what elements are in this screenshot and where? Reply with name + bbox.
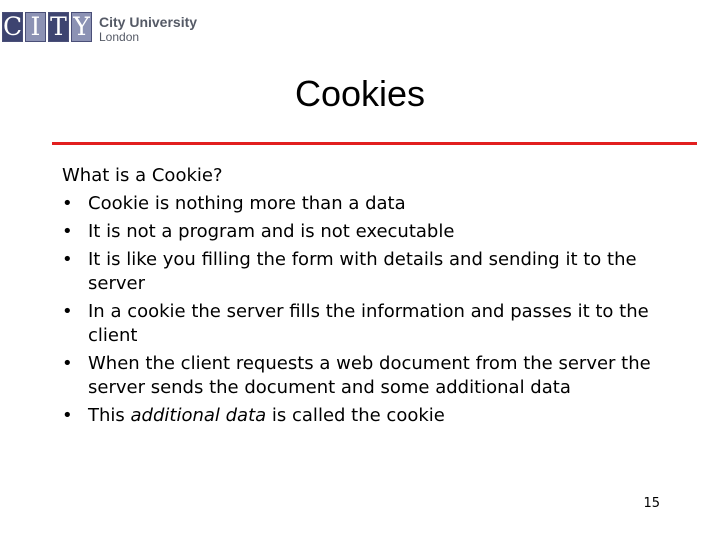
bullet-text: When the client requests a web document from the server the server sends the document and some additional data: [88, 353, 651, 398]
logo-letter-y: Y: [71, 12, 92, 42]
bullet-dot: •: [62, 249, 73, 270]
logo-letter-i: I: [25, 12, 46, 42]
bullet-text-prefix: This: [88, 405, 131, 426]
logo-letter-c: C: [2, 12, 23, 41]
bullet-text-suffix: is called the cookie: [266, 405, 445, 426]
bullet-text-italic: additional data: [130, 405, 267, 426]
logo-letter-boxes: [2, 12, 92, 42]
bullet-dot: •: [62, 301, 73, 322]
bullet-text-emphasis: [88, 404, 682, 428]
slide-body: [62, 164, 682, 432]
bullet-item: [62, 300, 682, 348]
bullet-item: [62, 248, 682, 296]
page-number: 15: [643, 496, 660, 511]
bullet-dot: •: [62, 405, 73, 426]
title-divider: [52, 142, 697, 145]
bullet-item: [62, 352, 682, 400]
logo-letter-t: T: [48, 12, 69, 42]
bullet-dot: •: [62, 193, 73, 214]
logo-university-name: City University: [99, 14, 198, 30]
bullet-list: [62, 192, 682, 428]
bullet-item: [62, 192, 682, 216]
bullet-text: It is not a program and is not executable: [88, 221, 455, 242]
bullet-dot: •: [62, 221, 73, 242]
intro-question: What is a Cookie?: [62, 165, 223, 186]
bullet-text: It is like you filling the form with details and sending it to the server: [88, 249, 637, 294]
bullet-item: [62, 220, 682, 244]
city-university-logo: [2, 12, 197, 48]
bullet-item: [62, 404, 682, 428]
logo-text: [99, 14, 197, 44]
bullet-text: In a cookie the server fills the information and passes it to the client: [88, 301, 649, 346]
bullet-text: Cookie is nothing more than a data: [88, 193, 406, 214]
logo-city: London: [99, 30, 140, 44]
bullet-dot: •: [62, 353, 73, 374]
slide-title: Cookies: [294, 73, 426, 114]
